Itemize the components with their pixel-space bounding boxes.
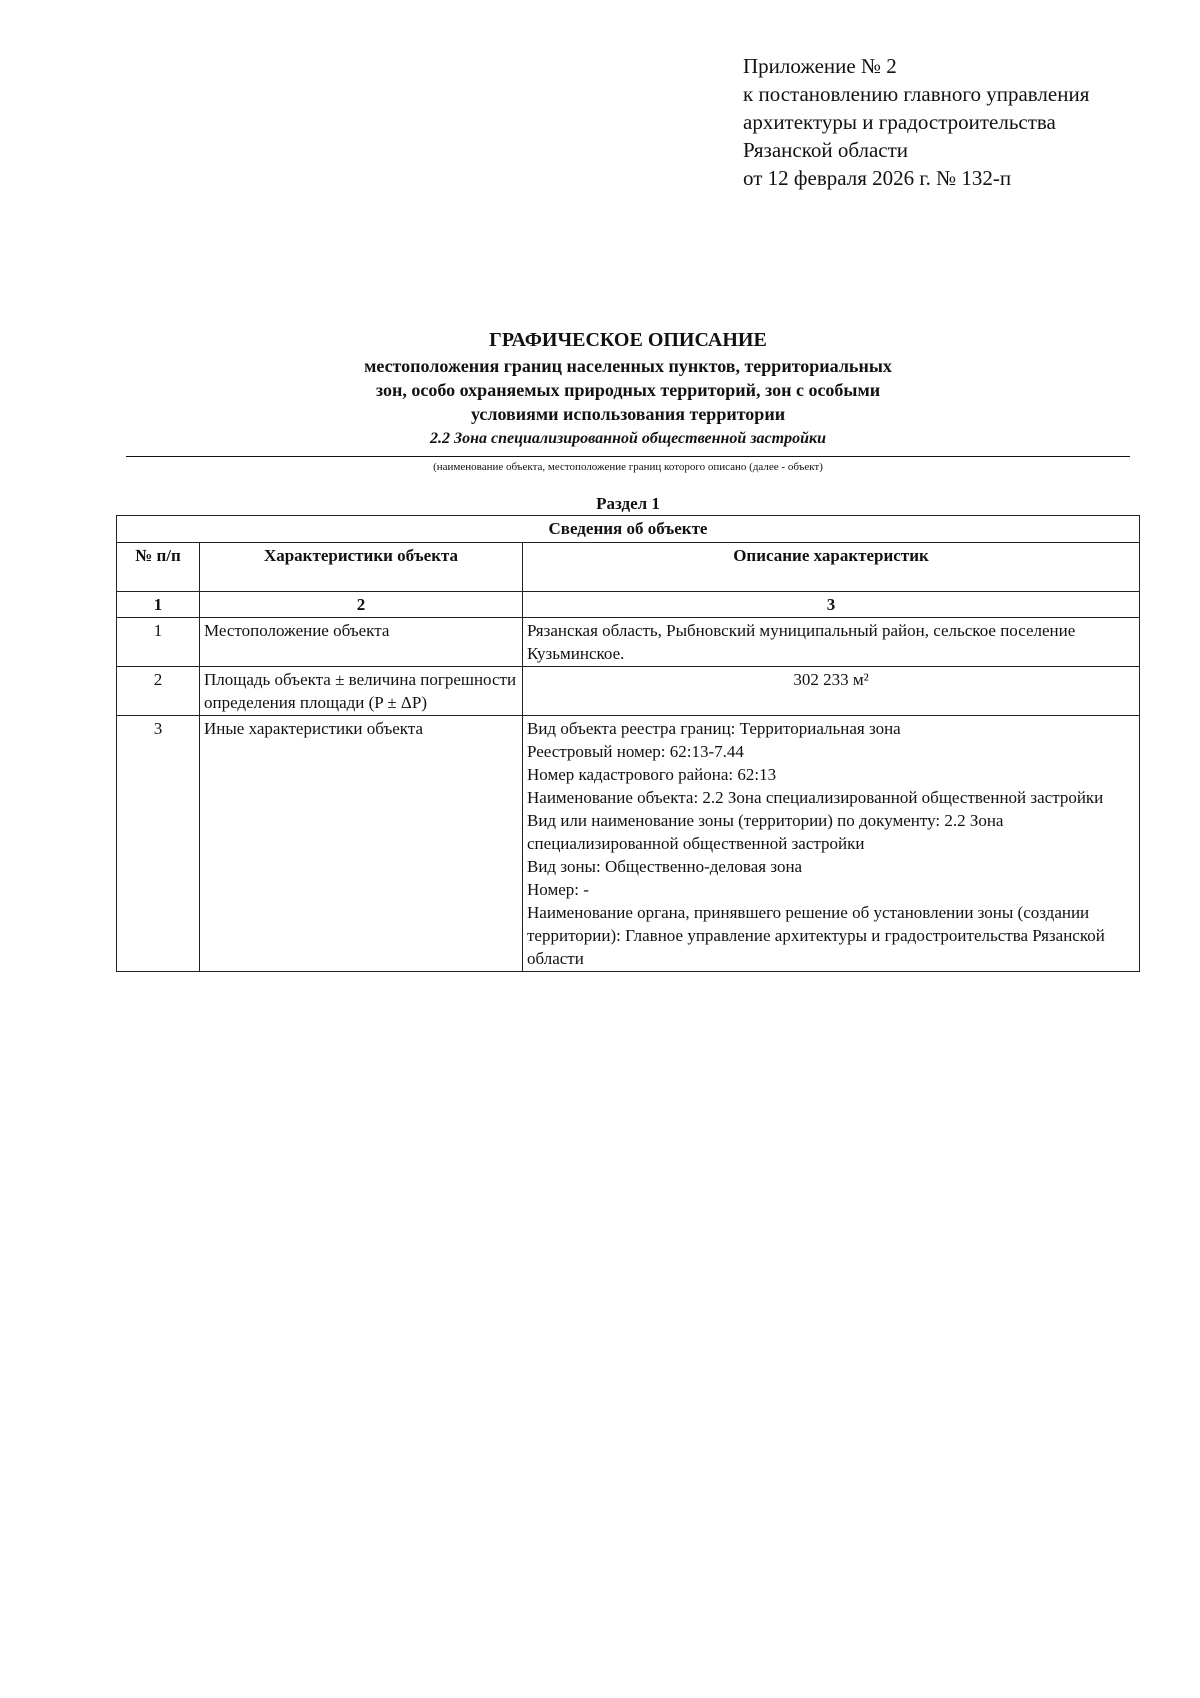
object-name-caption: (наименование объекта, местоположение границ которого описано (далее - объект) (433, 461, 823, 473)
table-row (117, 716, 1140, 972)
description-line: Рязанская область, Рыбновский муниципальный район, сельское поселение Кузьминское. (527, 621, 1076, 663)
row-number: 3 (117, 716, 200, 972)
column-number-row (117, 592, 1140, 618)
description-line: Вид объекта реестра границ: Территориальная зона (527, 719, 901, 738)
row-characteristic: Иные характеристики объекта (200, 716, 523, 972)
section-title: Раздел 1 (596, 494, 660, 513)
header-characteristic: Характеристики объекта (200, 543, 523, 592)
row-characteristic: Площадь объекта ± величина погрешности определения площади (P ± ΔP) (200, 667, 523, 716)
column-number: 3 (523, 592, 1140, 618)
header-description: Описание характеристик (523, 543, 1140, 592)
column-number: 1 (117, 592, 200, 618)
table-caption: Сведения об объекте (117, 516, 1140, 543)
description-line: Номер: - (527, 880, 589, 899)
row-characteristic: Местоположение объекта (200, 618, 523, 667)
description-line: 302 233 м² (793, 670, 869, 689)
description-line: Реестровый номер: 62:13-7.44 (527, 742, 744, 761)
row-description (523, 618, 1140, 667)
row-description (523, 716, 1140, 972)
document-subtitle-line: условиями использования территории (470, 404, 786, 424)
description-line: Наименование объекта: 2.2 Зона специализированной общественной застройки (527, 788, 1104, 807)
appendix-line: от 12 февраля 2026 г. № 132-п (743, 166, 1012, 190)
description-line: Вид зоны: Общественно-деловая зона (527, 857, 803, 876)
description-line: Номер кадастрового района: 62:13 (527, 765, 777, 784)
document-title-block (126, 326, 1130, 450)
appendix-line: архитектуры и градостроительства (743, 110, 1056, 134)
table-row (117, 667, 1140, 716)
object-name: 2.2 Зона специализированной общественной застройки (429, 430, 827, 447)
object-name-underline (126, 456, 1130, 457)
row-number: 2 (117, 667, 200, 716)
document-subtitle-line: местоположения границ населенных пунктов, территориальных (364, 356, 892, 376)
header-number: № п/п (117, 543, 200, 592)
description-line: Вид или наименование зоны (территории) по документу: 2.2 Зона специализированной общественной застройки (527, 811, 1004, 853)
table-caption-row (117, 516, 1140, 543)
appendix-line: Рязанской области (743, 138, 909, 162)
object-info-table (116, 515, 1140, 972)
appendix-header (743, 52, 1089, 192)
table-row (117, 618, 1140, 667)
description-line: Наименование органа, принявшего решение об установлении зоны (создании территории): Главное управление архитектуры и градостроительства Рязанской области (527, 903, 1105, 968)
table-header-row (117, 543, 1140, 592)
appendix-line: Приложение № 2 (743, 54, 897, 78)
column-number: 2 (200, 592, 523, 618)
appendix-line: к постановлению главного управления (743, 82, 1090, 106)
row-description (523, 667, 1140, 716)
row-number: 1 (117, 618, 200, 667)
document-subtitle-line: зон, особо охраняемых природных территорий, зон с особыми (375, 380, 881, 400)
document-title: ГРАФИЧЕСКОЕ ОПИСАНИЕ (489, 329, 767, 351)
